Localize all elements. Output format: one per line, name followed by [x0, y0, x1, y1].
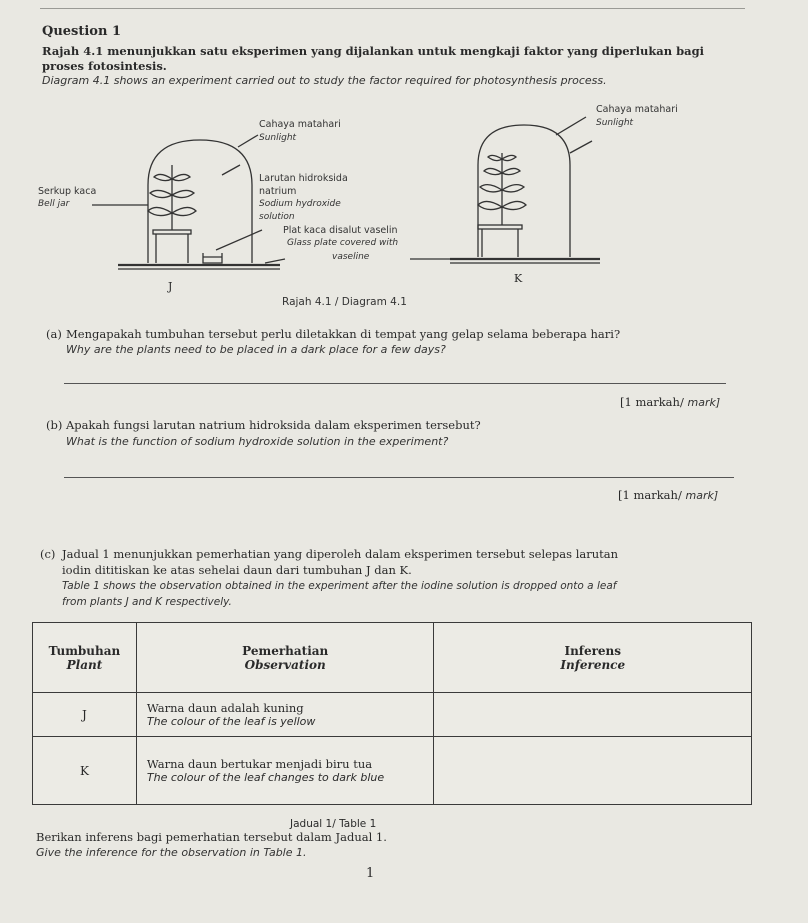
label-bell-jar-ms: Serkup kaca: [38, 186, 97, 197]
header-observation-ms: Pemerhatian: [242, 643, 329, 658]
label-bell-jar-en: Bell jar: [38, 199, 70, 209]
part-c-text-ms-1: Jadual 1 menunjukkan pemerhatian yang diperoleh dalam eksperimen tersebut selepas larutan: [62, 547, 619, 561]
row-j-observation: [136, 693, 434, 737]
diagram-caption: Rajah 4.1 / Diagram 4.1: [282, 296, 407, 308]
label-naoh-en-1: Sodium hydroxide: [259, 199, 341, 209]
top-rule: [40, 8, 745, 9]
table-caption: Jadual 1/ Table 1: [290, 818, 377, 830]
instruction-en: Give the inference for the observation in Table 1.: [36, 846, 307, 859]
header-plant-en: Plant: [66, 657, 103, 672]
part-a-question-en: Why are the plants need to be placed in a dark place for a few days?: [66, 343, 446, 356]
label-k: K: [514, 272, 523, 285]
label-glass-en-1: Glass plate covered with: [287, 238, 399, 248]
row-k-obs-ms: Warna daun bertukar menjadi biru tua: [146, 757, 373, 771]
part-b-marks: [618, 488, 718, 502]
pot-right: [478, 225, 522, 229]
header-observation-en: Observation: [244, 657, 326, 672]
part-a-label: (a): [46, 327, 62, 341]
part-a-question-ms: Mengapakah tumbuhan tersebut perlu diletakkan di tempat yang gelap selama beberapa hari?: [66, 327, 621, 341]
row-j-plant: J: [33, 693, 137, 737]
part-b-label: (b): [46, 418, 63, 432]
part-c-text-en-1: Table 1 shows the observation obtained in the experiment after the iodine solution is dropped onto a leaf: [62, 580, 617, 592]
label-sunlight-ms-right: Cahaya matahari: [596, 104, 678, 115]
intro-en: Diagram 4.1 shows an experiment carried out to study the factor required for photosynthesis process.: [42, 74, 607, 87]
label-naoh-ms-2: natrium: [259, 186, 297, 197]
question-title: Question 1: [42, 24, 122, 39]
part-a-marks-en: mark]: [687, 396, 721, 409]
row-k-observation: [136, 737, 434, 805]
bell-jar-left: [148, 140, 252, 263]
part-b-answer-line[interactable]: [64, 477, 734, 478]
header-inference-en: Inference: [560, 657, 626, 672]
beaker-left: [203, 253, 222, 263]
row-j-obs-en: The colour of the leaf is yellow: [146, 715, 316, 728]
row-k-inference[interactable]: [434, 737, 752, 805]
label-glass-ms: Plat kaca disalut vaselin: [283, 225, 398, 236]
bell-jar-right: [478, 125, 570, 257]
part-a-marks-ms: [1 markah/: [620, 395, 684, 409]
label-sunlight-ms-left: Cahaya matahari: [259, 119, 341, 130]
header-inference-ms: Inferens: [564, 643, 622, 658]
instruction-ms: Berikan inferens bagi pemerhatian tersebut dalam Jadual 1.: [36, 830, 387, 844]
label-j: J: [168, 280, 173, 293]
table-row: [33, 693, 752, 737]
row-j-obs-ms: Warna daun adalah kuning: [146, 701, 304, 715]
label-sunlight-en-right: Sunlight: [596, 118, 634, 128]
part-c-text-ms-2: iodin dititiskan ke atas sehelai daun dari tumbuhan J dan K.: [62, 563, 412, 577]
row-j-inference[interactable]: [434, 693, 752, 737]
pot-left: [153, 230, 191, 234]
label-sunlight-en-left: Sunlight: [259, 133, 297, 143]
label-naoh-ms-1: Larutan hidroksida: [259, 173, 348, 184]
part-c-text-en-2: from plants J and K respectively.: [62, 596, 232, 608]
part-b-marks-ms: [1 markah/: [618, 488, 682, 502]
header-plant-ms: Tumbuhan: [48, 643, 121, 658]
label-naoh-en-2: solution: [259, 212, 295, 222]
table-header-row: [33, 623, 752, 693]
observation-table: [32, 622, 752, 805]
page-number: 1: [366, 866, 375, 881]
intro-ms: Rajah 4.1 menunjukkan satu eksperimen yang dijalankan untuk mengkaji faktor yang diperlukan bagi: [42, 44, 705, 58]
header-inference: [434, 623, 752, 693]
part-a-marks: [620, 395, 720, 409]
label-glass-en-2: vaseline: [332, 252, 370, 262]
row-k-plant: K: [33, 737, 137, 805]
header-observation: [136, 623, 434, 693]
part-a-answer-line[interactable]: [64, 383, 726, 384]
table-row: [33, 737, 752, 805]
part-c-label: (c): [40, 547, 56, 561]
part-b-question-en: What is the function of sodium hydroxide solution in the experiment?: [66, 435, 449, 448]
row-k-obs-en: The colour of the leaf changes to dark blue: [146, 771, 385, 784]
part-b-marks-en: mark]: [685, 489, 719, 502]
intro-ms-2: proses fotosintesis.: [42, 59, 167, 73]
experiment-diagram: [30, 95, 750, 315]
part-b-question-ms: Apakah fungsi larutan natrium hidroksida dalam eksperimen tersebut?: [66, 418, 481, 432]
header-plant: [33, 623, 137, 693]
